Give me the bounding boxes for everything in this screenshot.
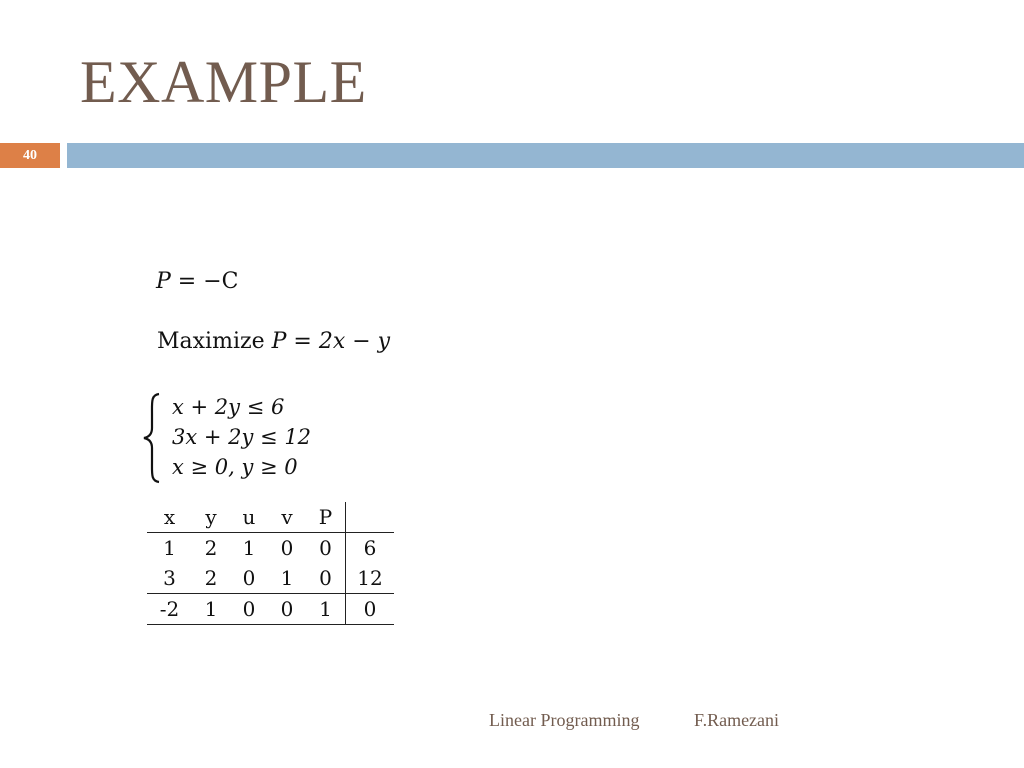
table-cell: 1 xyxy=(192,594,230,625)
simplex-tableau xyxy=(147,502,394,625)
table-cell: 6 xyxy=(346,533,395,564)
constraints-list xyxy=(172,392,311,482)
footer-course-title: Linear Programming xyxy=(489,710,640,730)
constraint-1: x + 2y ≤ 6 xyxy=(172,395,285,419)
table-cell: 1 xyxy=(306,594,346,625)
slide-title: EXAMPLE xyxy=(80,49,367,115)
constraint-3: x ≥ 0, y ≥ 0 xyxy=(172,455,298,479)
table-cell: 2 xyxy=(192,563,230,594)
left-brace-icon xyxy=(142,392,162,484)
slide-number: 40 xyxy=(0,143,60,168)
objective-word: Maximize xyxy=(157,329,272,354)
tableau-header-rhs xyxy=(346,502,395,533)
table-cell: 1 xyxy=(268,563,306,594)
header-bar xyxy=(67,143,1024,168)
table-cell: 0 xyxy=(230,594,268,625)
table-cell: 0 xyxy=(230,563,268,594)
table-cell: 0 xyxy=(319,536,332,560)
objective-expression: P = 2x − y xyxy=(271,329,391,354)
equation-p-equals-minus-c xyxy=(156,267,239,297)
tableau-header-row xyxy=(147,502,394,533)
table-cell: 3 xyxy=(147,563,192,594)
equation-lhs: P xyxy=(156,269,171,294)
objective-row xyxy=(147,594,394,625)
table-cell: 0 xyxy=(268,594,306,625)
table-cell: 0 xyxy=(346,594,395,625)
table-cell: 0 xyxy=(306,563,346,594)
tableau-header-y: y xyxy=(192,502,230,533)
tableau-header-x: x xyxy=(147,502,192,533)
table-row xyxy=(147,533,394,564)
constraint-2: 3x + 2y ≤ 12 xyxy=(172,425,312,449)
objective-function xyxy=(157,327,390,357)
table-cell: 1 xyxy=(242,536,256,560)
tableau-header-v: v xyxy=(268,502,306,533)
table-cell: -2 xyxy=(147,594,192,625)
footer-author: F.Ramezani xyxy=(694,710,780,730)
equation-rhs: = −C xyxy=(170,269,239,294)
table-row xyxy=(147,563,394,594)
tableau-header-u: u xyxy=(230,502,268,533)
table-cell: 1 xyxy=(163,536,176,560)
tableau-header-p: P xyxy=(306,502,346,533)
table-cell: 0 xyxy=(280,536,294,560)
table-cell: 12 xyxy=(346,563,395,594)
table-cell: 2 xyxy=(204,536,218,560)
